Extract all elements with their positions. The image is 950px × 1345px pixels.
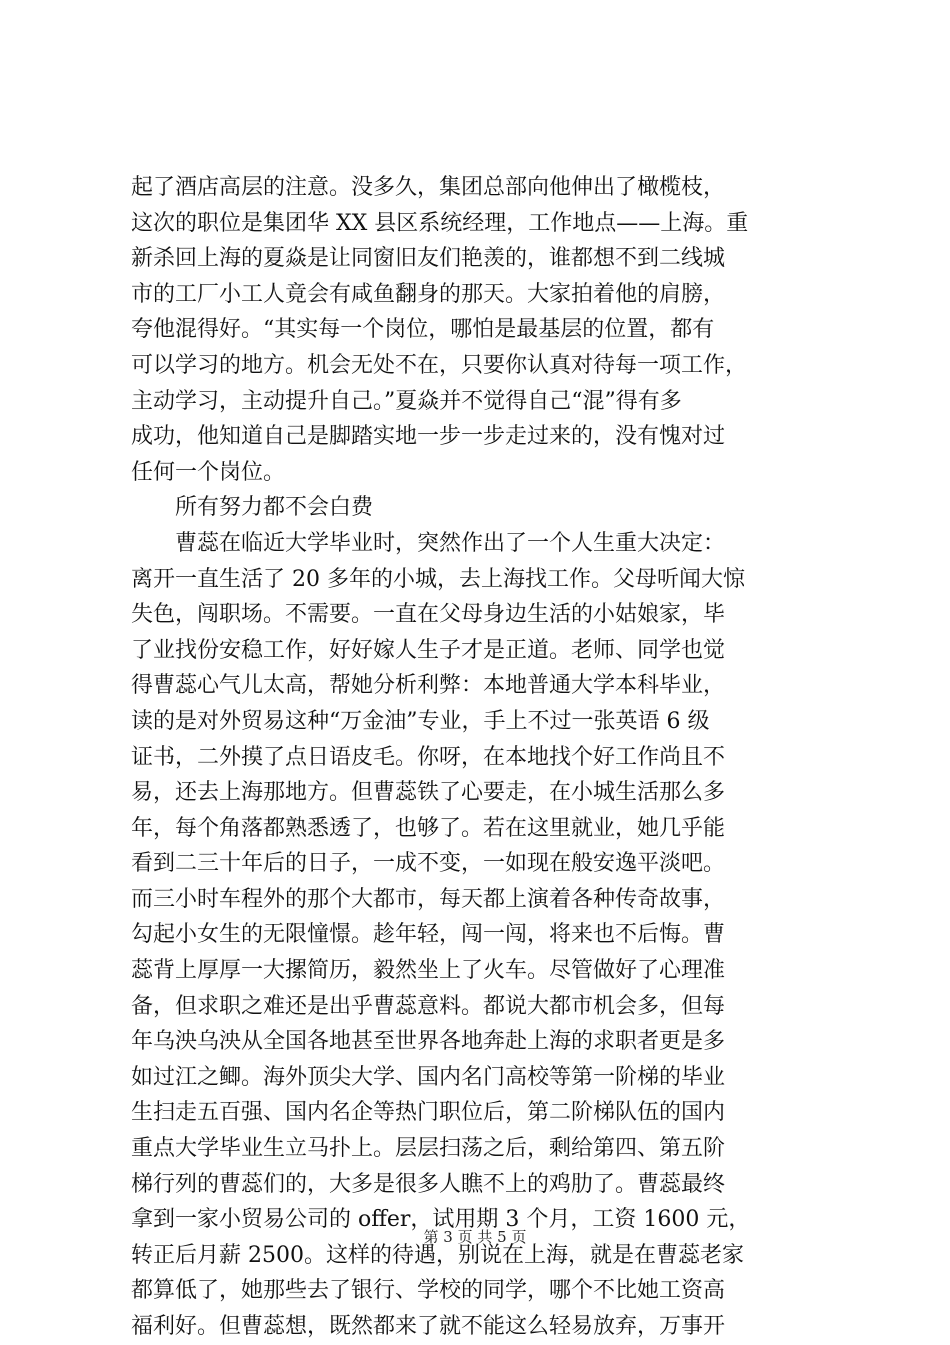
document-body xyxy=(131,170,831,1345)
text-line: 可以学习的地方。机会无处不在，只要你认真对待每一项工作， xyxy=(131,352,748,378)
text-line: 福利好。但曹蕊想，既然都来了就不能这么轻易放弃，万事开 xyxy=(131,1314,726,1339)
text-line: 成功，他知道自己是脚踏实地一步一步走过来的，没有愧对过 xyxy=(131,424,726,450)
text-line: 离开一直生活了 20 多年的小城，去上海找工作。父母听闻大惊 xyxy=(131,566,745,592)
text-line: 主动学习，主动提升自己。”夏焱并不觉得自己“混”得有多 xyxy=(131,388,682,414)
text-line: 得曹蕊心气儿太高，帮她分析利弊：本地普通大学本科毕业， xyxy=(131,673,726,699)
text-line: 这次的职位是集团华 XX 县区系统经理，工作地点——上海。重 xyxy=(131,210,749,236)
text-line: 都算低了，她那些去了银行、学校的同学，哪个不比她工资高 xyxy=(131,1278,726,1304)
page-footer: 第 3 页 共 5 页 xyxy=(423,1228,527,1246)
text-line: 如过江之鲫。海外顶尖大学、国内名门高校等第一阶梯的毕业 xyxy=(131,1064,726,1090)
text-line: 新杀回上海的夏焱是让同窗旧友们艳羡的，谁都想不到二线城 xyxy=(131,246,726,272)
text-line: 失色，闯职场。不需要。一直在父母身边生活的小姑娘家，毕 xyxy=(131,602,726,628)
text-line: 勾起小女生的无限憧憬。趁年轻，闯一闯，将来也不后悔。曹 xyxy=(131,922,726,948)
text-line: 易，还去上海那地方。但曹蕊铁了心要走，在小城生活那么多 xyxy=(131,780,726,806)
text-line: 所有努力都不会白费 xyxy=(131,495,374,521)
text-line: 转正后月薪 2500。这样的待遇，别说在上海，就是在曹蕊老家 xyxy=(131,1242,744,1268)
text-line: 证书，二外摸了点日语皮毛。你呀，在本地找个好工作尚且不 xyxy=(131,744,726,770)
text-line: 夸他混得好。“其实每一个岗位，哪怕是最基层的位置，都有 xyxy=(131,317,715,343)
text-line: 了业找份安稳工作，好好嫁人生子才是正道。老师、同学也觉 xyxy=(131,637,726,663)
text-line: 重点大学毕业生立马扑上。层层扫荡之后，剩给第四、第五阶 xyxy=(131,1136,726,1162)
text-line: 市的工厂小工人竟会有咸鱼翻身的那天。大家拍着他的肩膀， xyxy=(131,281,726,307)
text-line: 梯行列的曹蕊们的，大多是很多人瞧不上的鸡肋了。曹蕊最终 xyxy=(131,1171,726,1197)
text-line: 读的是对外贸易这种“万金油”专业，手上不过一张英语 6 级 xyxy=(131,708,710,734)
text-line: 生扫走五百强、国内名企等热门职位后，第二阶梯队伍的国内 xyxy=(131,1100,726,1126)
text-line: 起了酒店高层的注意。没多久，集团总部向他伸出了橄榄枝， xyxy=(131,175,726,200)
text-line: 年乌泱乌泱从全国各地甚至世界各地奔赴上海的求职者更是多 xyxy=(131,1029,726,1055)
text-line: 年，每个角落都熟悉透了，也够了。若在这里就业，她几乎能 xyxy=(131,815,726,841)
text-line: 而三小时车程外的那个大都市，每天都上演着各种传奇故事， xyxy=(131,886,726,912)
text-line: 曹蕊在临近大学毕业时，突然作出了一个人生重大决定： xyxy=(131,530,726,556)
text-line: 看到二三十年后的日子，一成不变，一如现在般安逸平淡吧。 xyxy=(131,851,726,877)
text-line: 拿到一家小贸易公司的 offer，试用期 3 个月，工资 1600 元， xyxy=(131,1207,751,1233)
text-line: 备，但求职之难还是出乎曹蕊意料。都说大都市机会多，但每 xyxy=(131,993,726,1019)
text-line: 任何一个岗位。 xyxy=(131,459,286,485)
text-line: 蕊背上厚厚一大摞简历，毅然坐上了火车。尽管做好了心理准 xyxy=(131,958,726,984)
